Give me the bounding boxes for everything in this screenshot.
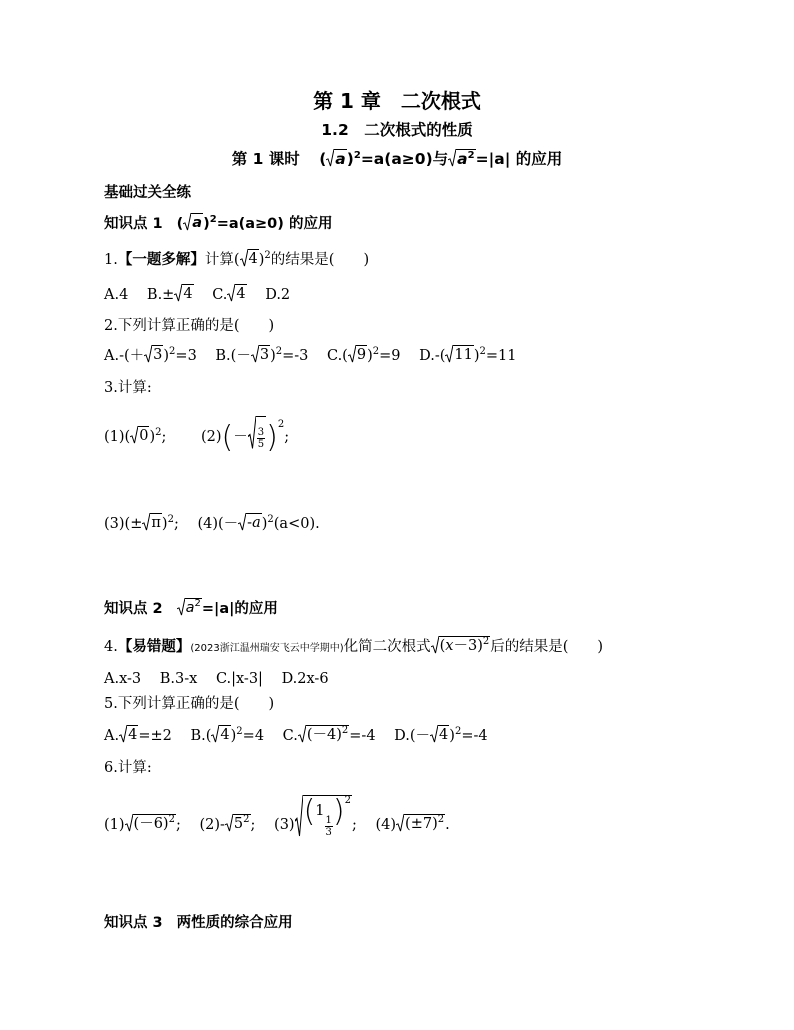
option-b: B.( 4 )$^2$=4 — [190, 726, 265, 744]
option-a: A.-(＋ 3 )$^2$=3 — [104, 346, 197, 364]
section-title: 1.2 二次根式的性质 — [321, 121, 473, 139]
question-6-parts: (1) $(-6)^2$ ; (2)- $5^2$ ; (3) (1 $\frac{1}{3}$ )$^2$ ; (4) $(\pm 7)^2$ . — [104, 794, 450, 838]
knowledge-point-1: 知识点 1 ( a )$^2$=a(a≥0) 的应用 — [104, 214, 333, 232]
option-a: A.x-3 — [104, 671, 142, 687]
knowledge-point-3: 知识点 3 两性质的综合应用 — [104, 915, 293, 931]
question-4-source: (2023浙江温州瑞安飞云中学期中) — [190, 643, 344, 654]
question-4: 4.【易错题】(2023浙江温州瑞安飞云中学期中)化简二次根式 $(x-3)^2$ 后的结果是( ) — [104, 636, 604, 655]
question-5-options — [104, 725, 488, 746]
option-a: A.4 — [104, 287, 129, 303]
chapter-title: 第 1 章 二次根式 — [313, 89, 481, 113]
knowledge-point-2: 知识点 2 $a^2$ =|a|的应用 — [104, 598, 278, 617]
question-2-options — [104, 345, 517, 366]
option-d: D.2 — [265, 287, 291, 303]
option-b: B.± 4 — [146, 286, 193, 303]
question-1: 1.【一题多解】计算( 4 )$^2$的结果是( ) — [104, 250, 370, 268]
question-1-options — [104, 284, 290, 305]
option-c: C. $(-4)^2$ =-4 — [282, 725, 376, 744]
option-d: D.2x-6 — [281, 671, 329, 687]
question-6: 6.计算: — [104, 760, 152, 776]
option-d: D.-( 11 )$^2$=11 — [419, 346, 517, 364]
option-b: B.(－ 3 )$^2$=-3 — [215, 346, 309, 364]
question-3-parts-1-2: (1)( 0 )$^2$; (2)(－ $\frac{3}{5}$ )$^2$; — [104, 416, 289, 453]
option-c: C. 4 — [212, 286, 246, 303]
question-5: 5.下列计算正确的是( ) — [104, 696, 275, 712]
option-c: C.( 9 )$^2$=9 — [327, 346, 401, 364]
lesson-title: 第 1 课时 ( a )$^2$=a(a≥0)与 $a^2$ =|a| 的应用 — [231, 150, 563, 168]
option-c: C.|x-3| — [215, 671, 263, 687]
part-title: 基础过关全练 — [104, 185, 191, 201]
option-b: B.3-x — [159, 671, 198, 687]
question-4-options — [104, 669, 329, 689]
option-d: D.(－ 4 )$^2$=-4 — [394, 726, 488, 744]
option-a: A. 4 =±2 — [104, 727, 172, 744]
question-2: 2.下列计算正确的是( ) — [104, 318, 275, 334]
question-3-parts-3-4: (3)(± π )$^2$; (4)(－ -a )$^2$(a<0). — [104, 514, 320, 532]
question-3: 3.计算: — [104, 380, 152, 396]
